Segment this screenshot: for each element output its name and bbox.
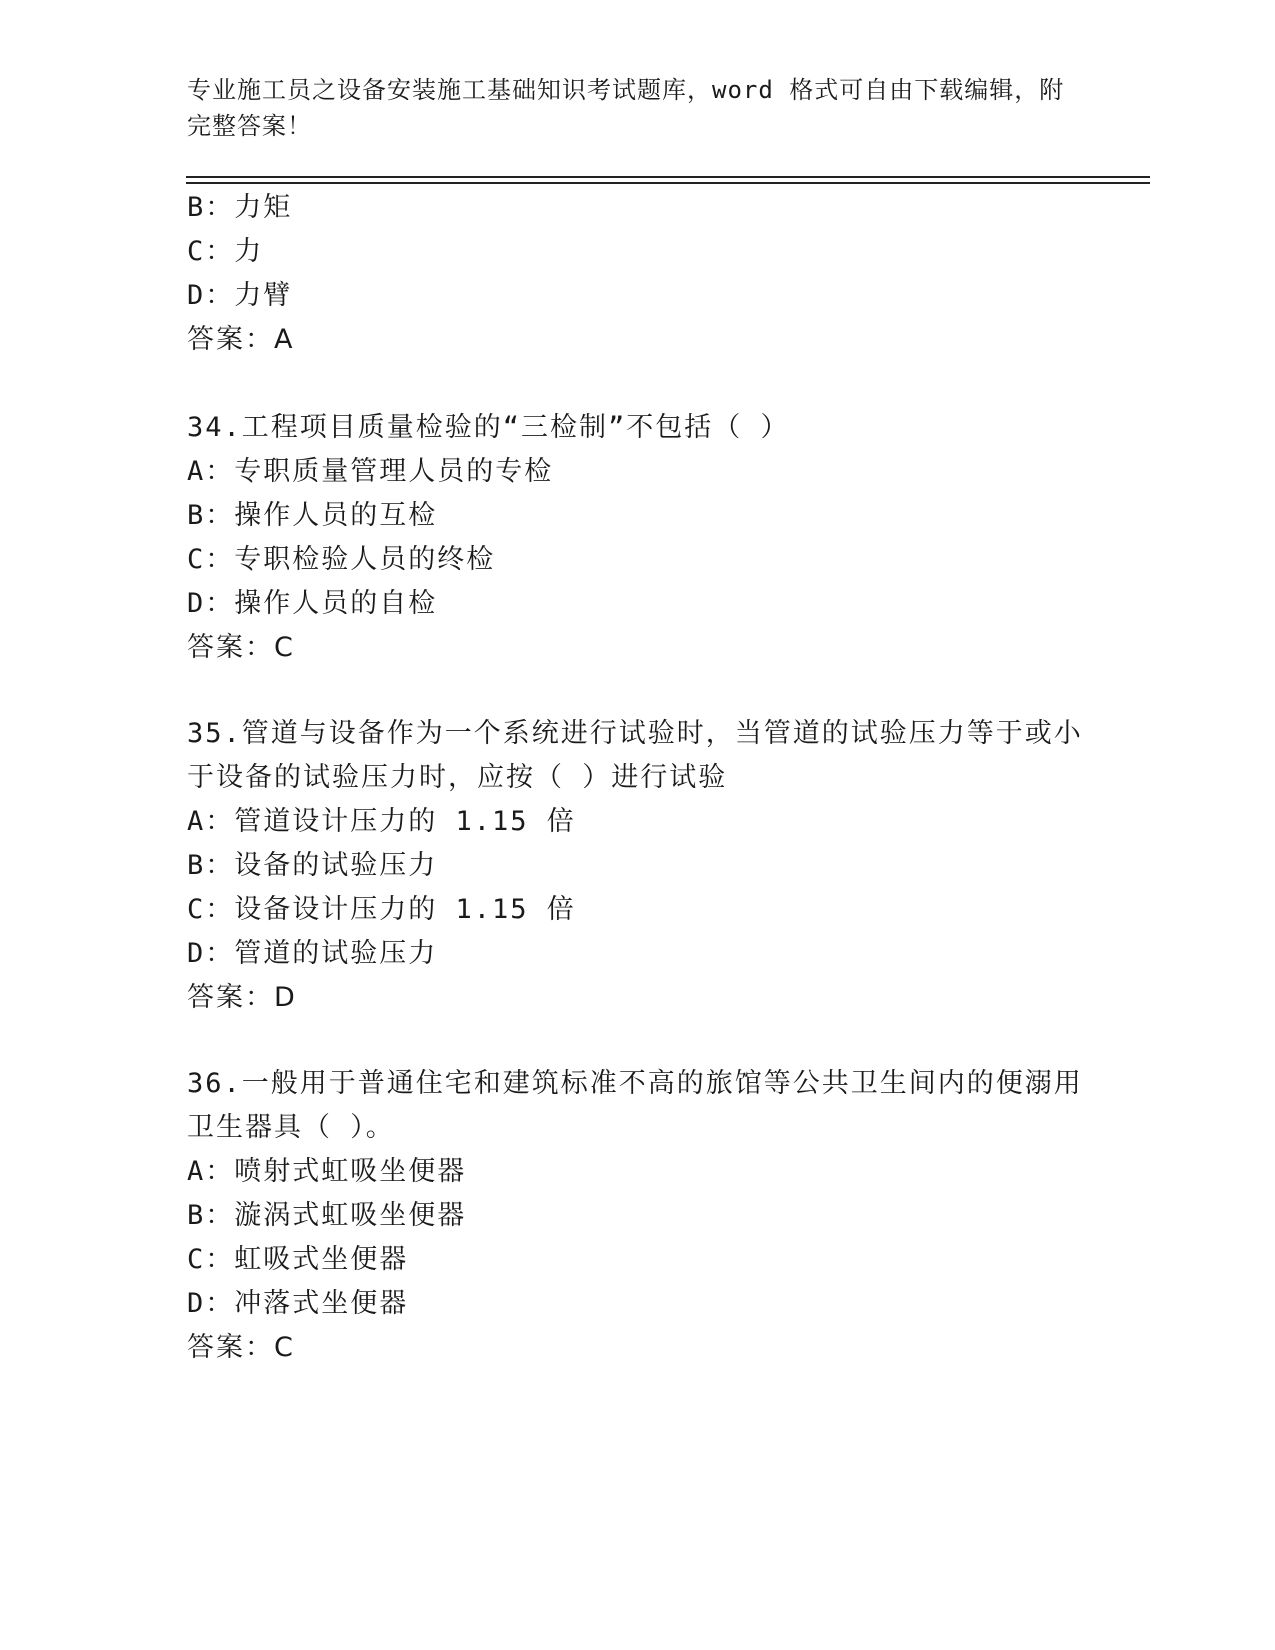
answer: 答案：C <box>187 1332 295 1363</box>
option-d: D：管道的试验压力 <box>187 938 438 969</box>
option-d: D：冲落式坐便器 <box>187 1288 409 1319</box>
option-b: B：设备的试验压力 <box>187 850 438 881</box>
option-c: C：虹吸式坐便器 <box>187 1244 409 1275</box>
option-c: C：力 <box>187 236 264 267</box>
question-stem: 34.工程项目质量检验的“三检制”不包括（ ） <box>187 412 790 443</box>
header-divider-bottom <box>186 182 1150 184</box>
document-title: 专业施工员之设备安装施工基础知识考试题库，word 格式可自由下载编辑，附完整答案！ <box>187 76 1065 140</box>
answer: 答案：C <box>187 632 295 663</box>
option-b: B：操作人员的互检 <box>187 500 438 531</box>
option-d: D：力臂 <box>187 280 293 311</box>
option-b: B：力矩 <box>187 192 293 223</box>
option-c: C：设备设计压力的 1.15 倍 <box>187 894 576 925</box>
option-b: B：漩涡式虹吸坐便器 <box>187 1200 467 1231</box>
option-a: A：喷射式虹吸坐便器 <box>187 1156 467 1187</box>
option-d: D：操作人员的自检 <box>187 588 438 619</box>
option-c: C：专职检验人员的终检 <box>187 544 496 575</box>
answer: 答案：D <box>187 982 297 1013</box>
question-stem-cont: 卫生器具（ ）。 <box>187 1112 395 1143</box>
question-stem: 36.一般用于普通住宅和建筑标准不高的旅馆等公共卫生间内的便溺用 <box>187 1068 1083 1099</box>
question-stem: 35.管道与设备作为一个系统进行试验时，当管道的试验压力等于或小 <box>187 718 1083 749</box>
option-a: A：管道设计压力的 1.15 倍 <box>187 806 576 837</box>
header-divider-top <box>186 176 1150 178</box>
option-a: A：专职质量管理人员的专检 <box>187 456 554 487</box>
question-stem-cont: 于设备的试验压力时，应按（ ）进行试验 <box>187 762 728 793</box>
answer: 答案：A <box>187 324 295 355</box>
